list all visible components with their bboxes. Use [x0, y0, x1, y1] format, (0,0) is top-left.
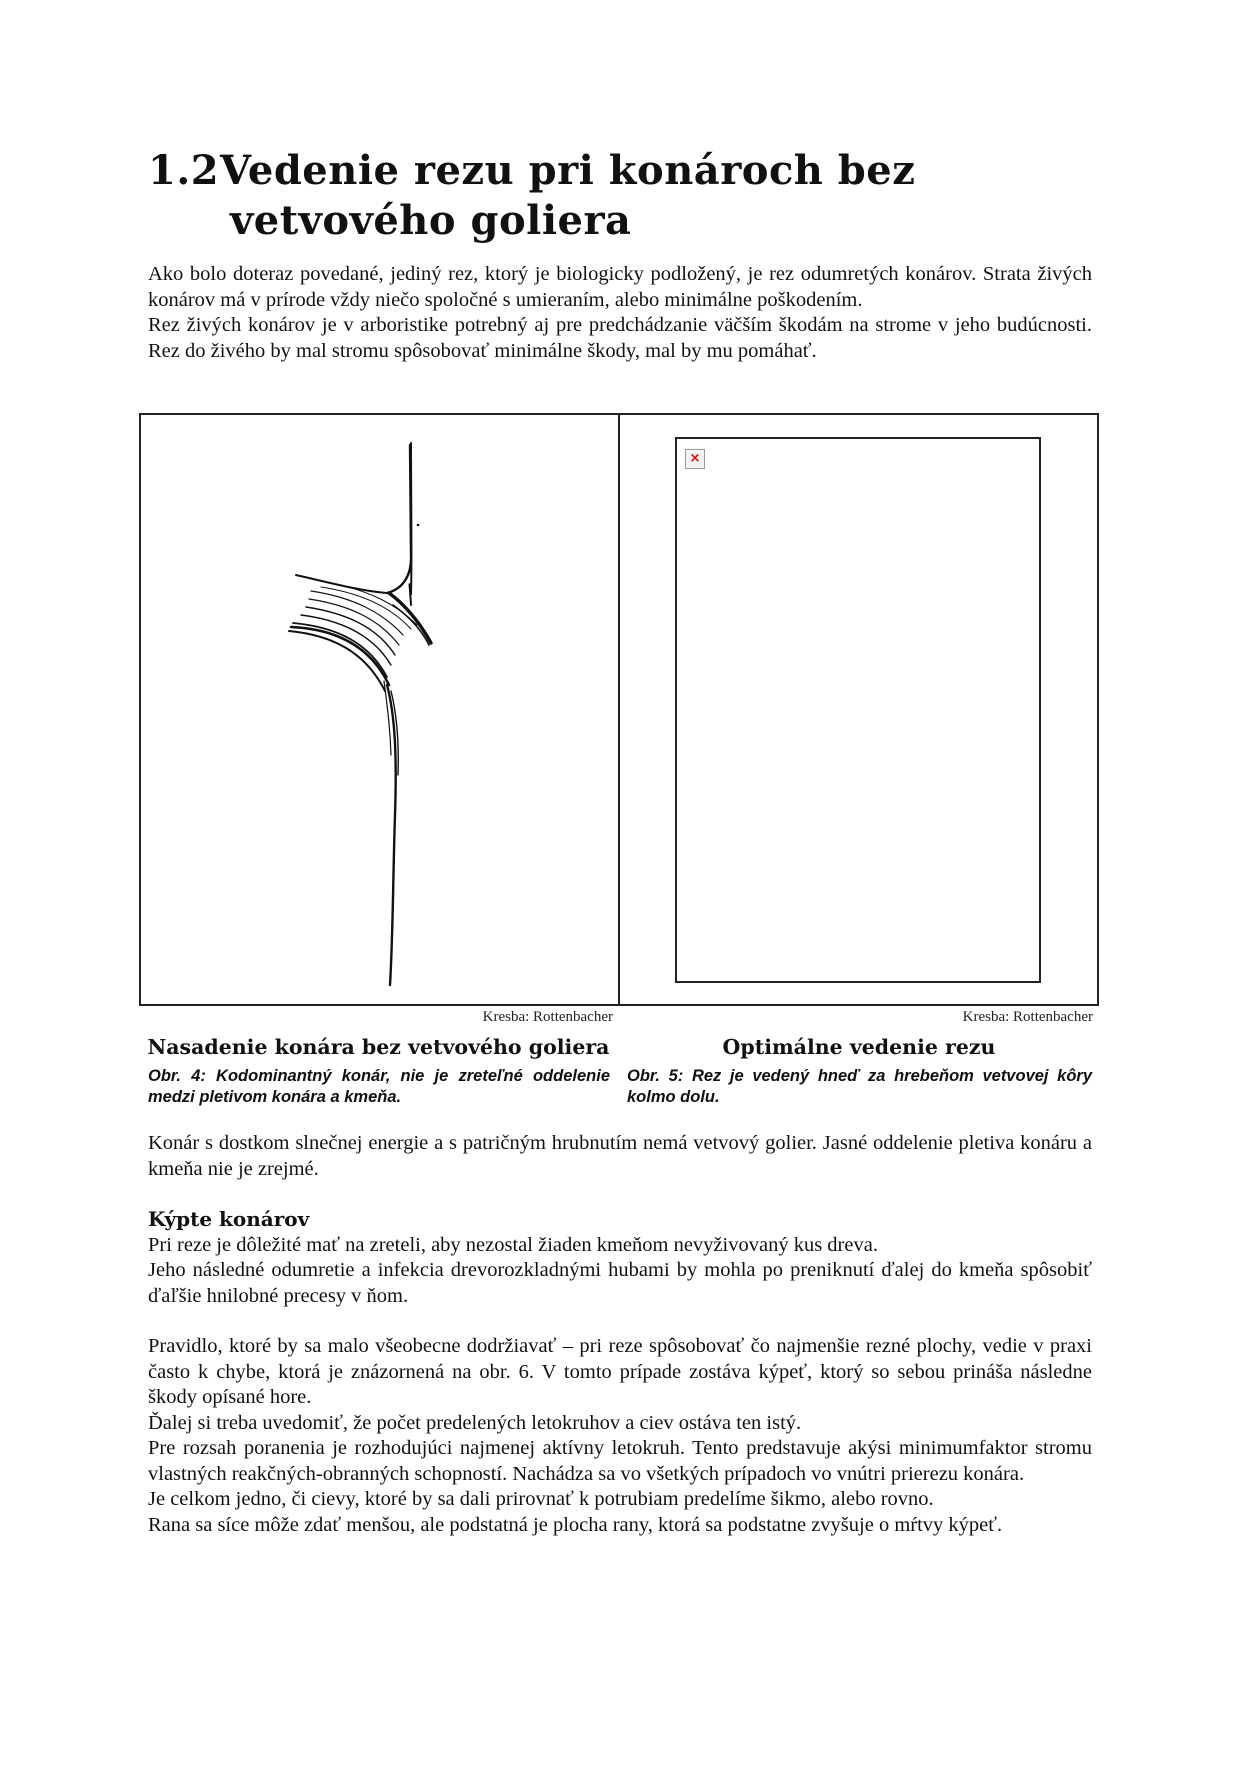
body-paragraph-3e: Rana sa síce môže zdať menšou, ale podstatná je plocha rany, ktorá sa podstatne zvyšuje o mŕtvy kýpeť.	[148, 1513, 1003, 1536]
figure-table-divider	[618, 413, 620, 1006]
body-paragraph-3a: Pravidlo, ktoré by sa malo všeobecne dodržiavať – pri reze spôsobovať čo najmenšie rezné plochy, vedie v praxi často k chybe, ktorá je znázornená na obr. 6. V tomto prípade zostáva kýpeť, ktorý so sebou prináša následne škody opísané hore.	[148, 1335, 1092, 1408]
body-paragraph-2a: Pri reze je dôležité mať na zreteli, aby nezostal žiaden kmeňom nevyživovaný kus dreva.	[148, 1233, 878, 1256]
left-figure-credit: Kresba: Rottenbacher	[482, 1009, 613, 1025]
trunk-upper-curve	[387, 445, 411, 593]
right-figure-caption: Obr. 5: Rez je vedený hneď za hrebeňom vetvovej kôry kolmo dolu.	[627, 1067, 1092, 1106]
trunk-lower-line	[387, 685, 396, 985]
right-figure-credit: Kresba: Rottenbacher	[962, 1009, 1093, 1025]
missing-image-frame	[675, 437, 1041, 983]
section-title-line1: Vedenie rezu pri konároch bez	[220, 147, 916, 194]
body-paragraph-3c: Pre rozsah poranenia je rozhodujúci najmenej aktívny letokruh. Tento predstavuje akýsi minimumfaktor stromu vlastných reakčných-obranných schopností. Nachádza sa vo všetkých prípadoch vo vnútri prierezu konára.	[148, 1437, 1092, 1485]
intro-paragraph-1: Ako bolo doteraz povedané, jediný rez, ktorý je biologicky podložený, je rez odumretých konárov. Strata živých konárov má v prírode vždy niečo spoločné s umieraním, alebo minimálne poškodením.	[148, 263, 1092, 311]
body-paragraph-3d: Je celkom jedno, či cievy, ktoré by sa dali prirovnať k potrubiam predelíme šikmo, alebo rovno.	[148, 1488, 934, 1510]
body-paragraph-1: Konár s dostkom slnečnej energie a s patričným hrubnutím nemá vetvový golier. Jasné oddelenie pletiva konáru a kmeňa nie je zrejmé.	[148, 1132, 1092, 1180]
subheading-kypte: Kýpte konárov	[148, 1207, 310, 1231]
intro-paragraph-2: Rez živých konárov je v arboristike potrebný aj pre predchádzanie väčším škodám na strome v jeho budúcnosti. Rez do živého by mal stromu spôsobovať minimálne škody, mal by mu pomáhať.	[148, 314, 1092, 362]
section-number: 1.2	[148, 147, 220, 194]
intro-text	[148, 262, 1092, 364]
body-paragraph-3b: Ďalej si treba uvedomiť, že počet predelených letokruhov a ciev ostáva ten istý.	[148, 1411, 802, 1434]
broken-image-icon: ×	[685, 449, 705, 469]
left-figure-title: Nasadenie konára bez vetvového goliera	[147, 1035, 610, 1059]
right-figure-title: Optimálne vedenie rezu	[722, 1035, 996, 1059]
body-paragraph-2b: Jeho následné odumretie a infekcia drevorozkladnými hubami by mohla po preniknutí ďalej do kmeňa spôsobiť ďaľšie hnilobné precesy v ňom.	[148, 1259, 1092, 1307]
body-text	[148, 1131, 1092, 1538]
section-heading	[148, 146, 1108, 246]
section-title-line2: vetvového goliera	[230, 197, 632, 244]
left-figure-caption: Obr. 4: Kodominantný konár, nie je zreteľné oddelenie medzi pletivom konára a kmeňa.	[148, 1067, 610, 1106]
branch-attachment-drawing	[141, 415, 616, 1004]
branch-upper-edge	[296, 575, 387, 593]
